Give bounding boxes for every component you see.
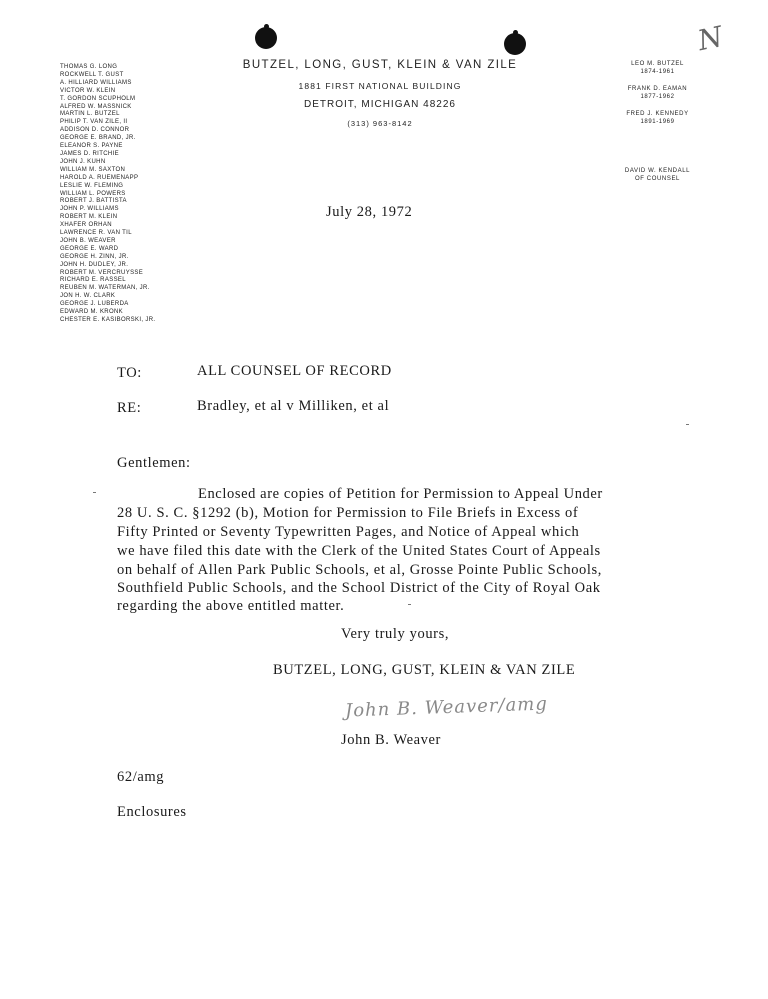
salutation: Gentlemen: xyxy=(117,455,191,471)
body-line: 28 U. S. C. §1292 (b), Motion for Permission to File Briefs in Excess of xyxy=(117,505,579,521)
of-counsel-name: DAVID W. KENDALL xyxy=(624,168,691,174)
partner-name: JOHN J. KUHN xyxy=(60,158,106,165)
deceased-name: FRANK D. EAMAN xyxy=(627,86,688,92)
deceased-partner xyxy=(610,60,705,76)
deceased-name: LEO M. BUTZEL xyxy=(631,61,684,67)
partner-name: LAWRENCE R. VAN TIL xyxy=(60,230,132,237)
deceased-partners xyxy=(610,60,705,135)
scan-speck xyxy=(408,604,411,605)
deceased-name: FRED J. KENNEDY xyxy=(626,111,689,117)
scan-speck xyxy=(93,492,96,493)
partner-name: ADDISON D. CONNOR xyxy=(60,127,130,134)
partner-name: VICTOR W. KLEIN xyxy=(60,87,116,94)
of-counsel xyxy=(610,167,705,183)
partner-name: GEORGE J. LUBERDA xyxy=(60,301,129,308)
partner-name: PHILIP T. VAN ZILE, II xyxy=(60,119,128,126)
deceased-years: 1874-1961 xyxy=(640,69,675,75)
letterhead-header xyxy=(200,59,560,128)
partner-name: THOMAS G. LONG xyxy=(60,64,118,70)
partner-name: ROCKWELL T. GUST xyxy=(60,71,124,78)
letter-date: July 28, 1972 xyxy=(326,204,413,220)
partner-name: GEORGE E. BRAND, JR. xyxy=(60,135,136,142)
handwritten-signature: John B. Weaver/amg xyxy=(344,693,549,722)
re-label: RE: xyxy=(117,400,142,416)
scan-speck xyxy=(686,424,689,425)
partner-name: WILLIAM M. SAXTON xyxy=(60,166,126,173)
firm-signature-block: BUTZEL, LONG, GUST, KLEIN & VAN ZILE xyxy=(273,662,576,678)
partner-name: ROBERT J. BATTISTA xyxy=(60,198,127,205)
partner-name: WILLIAM L. POWERS xyxy=(60,190,126,197)
partner-name: HAROLD A. RUEMENAPP xyxy=(60,174,139,181)
partner-name: MARTIN L. BUTZEL xyxy=(60,111,120,118)
partner-name: T. GORDON SCUPHOLM xyxy=(60,95,136,102)
partner-name: JOHN P. WILLIAMS xyxy=(60,206,119,213)
body-line: Southfield Public Schools, and the School District of the City of Royal Oak xyxy=(117,580,601,596)
corner-handwritten-mark: N xyxy=(694,19,726,58)
enclosures-note: Enclosures xyxy=(117,804,187,820)
of-counsel-title: OF COUNSEL xyxy=(634,176,680,182)
partner-name: GEORGE E. WARD xyxy=(60,245,119,252)
partner-name: REUBEN M. WATERMAN, JR. xyxy=(60,285,150,292)
to-value: ALL COUNSEL OF RECORD xyxy=(197,363,392,379)
partner-name: XHAFER ORHAN xyxy=(60,222,112,229)
body-line: Enclosed are copies of Petition for Permission to Appeal Under xyxy=(198,486,603,502)
closing: Very truly yours, xyxy=(341,626,450,642)
partner-name: A. HILLIARD WILLIAMS xyxy=(60,79,132,86)
partner-name: ROBERT M. VERCRUYSSE xyxy=(60,269,144,276)
punch-hole-left xyxy=(255,27,277,49)
re-value: Bradley, et al v Milliken, et al xyxy=(197,398,390,414)
partner-name: GEORGE H. ZINN, JR. xyxy=(60,253,129,260)
firm-address: 1881 FIRST NATIONAL BUILDING xyxy=(298,81,462,91)
partner-name: ELEANOR S. PAYNE xyxy=(60,143,123,150)
deceased-years: 1877-1962 xyxy=(640,94,675,100)
firm-phone: (313) 963-8142 xyxy=(347,119,413,128)
partner-name: JON H. W. CLARK xyxy=(60,293,116,300)
partner-name: LESLIE W. FLEMING xyxy=(60,182,124,189)
partner-name: JOHN B. WEAVER xyxy=(60,237,116,244)
to-label: TO: xyxy=(117,365,142,381)
partner-name: RICHARD E. RASSEL xyxy=(60,277,126,284)
deceased-partner xyxy=(610,85,705,101)
body-line: we have filed this date with the Clerk of the United States Court of Appeals xyxy=(117,543,601,559)
partners-list xyxy=(60,64,155,325)
signer-name: John B. Weaver xyxy=(341,732,441,748)
firm-name: BUTZEL, LONG, GUST, KLEIN & VAN ZILE xyxy=(242,59,518,71)
partner-name: JOHN H. DUDLEY, JR. xyxy=(60,261,129,268)
partner-name: ROBERT M. KLEIN xyxy=(60,214,118,221)
typist-initials: 62/amg xyxy=(117,769,165,785)
body-line: on behalf of Allen Park Public Schools, et al, Grosse Pointe Public Schools, xyxy=(117,562,602,578)
body-line: regarding the above entitled matter. xyxy=(117,598,345,614)
deceased-years: 1891-1969 xyxy=(640,119,675,125)
partner-name: CHESTER E. KASIBORSKI, JR. xyxy=(60,317,156,323)
partner-name: EDWARD M. KRONK xyxy=(60,309,124,316)
body-line: Fifty Printed or Seventy Typewritten Pages, and Notice of Appeal which xyxy=(117,524,580,540)
partner-name: ALFRED W. MASSNICK xyxy=(60,103,132,110)
punch-hole-right xyxy=(504,33,526,55)
deceased-partner xyxy=(610,110,705,126)
partner-name: JAMES D. RITCHIE xyxy=(60,150,119,157)
firm-city: DETROIT, MICHIGAN 48226 xyxy=(304,99,456,110)
